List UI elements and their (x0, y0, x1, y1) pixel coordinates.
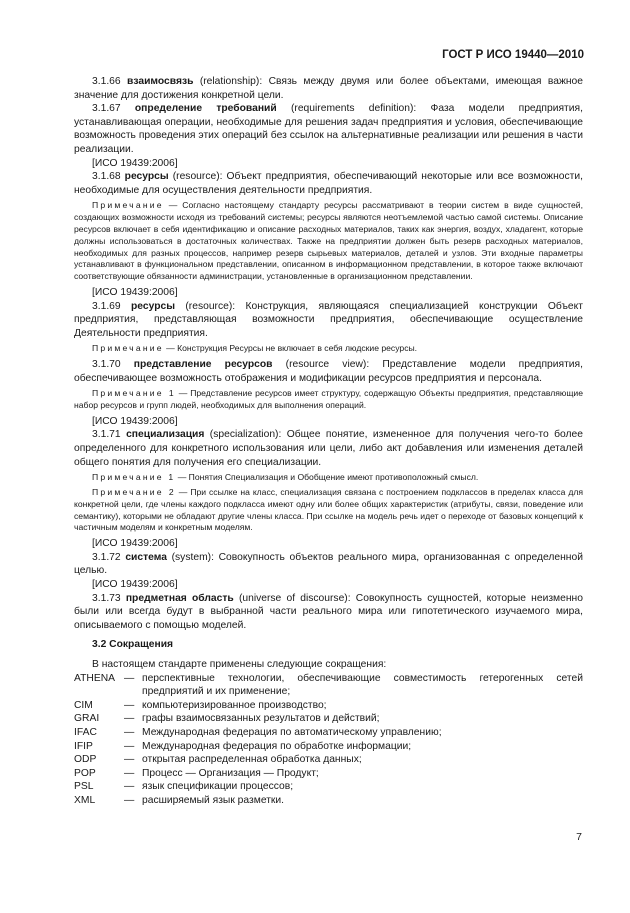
abbreviation-dash: — (124, 794, 135, 806)
entry-definition: Фаза модели предприятия, устанавливающая операции, необходимые для решения задач предприятия и условия, обеспечивающие возможность проведения этих операций без ссылок на альтернативные реализации или решения в части реализации. (74, 103, 583, 155)
abbreviation-dash: — (124, 726, 135, 738)
entry-3-1-68 (74, 170, 583, 197)
section-title: 3.2 Сокращения (92, 639, 174, 651)
entry-number: 3.1.73 (92, 592, 121, 604)
abbreviation-item (74, 699, 583, 713)
note-3-1-68 (74, 200, 583, 283)
abbreviation-code: ODP (74, 754, 97, 766)
entry-3-1-69 (74, 300, 583, 341)
entry-3-1-67 (74, 102, 583, 156)
note-text: — Понятия Специализация и Обобщение имеют противоположный смысл. (177, 472, 479, 483)
reference: [ИСО 19439:2006] (92, 579, 178, 591)
note-label: Примечание 1 (92, 388, 176, 399)
entry-3-1-70 (74, 358, 583, 385)
entry-number: 3.1.69 (92, 300, 121, 312)
entry-3-1-73 (74, 592, 583, 633)
entry-english: (system): (171, 551, 214, 563)
abbreviation-code: XML (74, 794, 96, 806)
abbreviations-intro: В настоящем стандарте применены следующие сокращения: (92, 658, 387, 670)
entry-english: (universe of discourse): (238, 592, 351, 604)
entry-number: 3.1.68 (92, 171, 121, 183)
entry-term: ресурсы (131, 300, 176, 312)
abbreviation-definition: Международная федерация по автоматическому управлению; (142, 726, 442, 738)
abbreviation-item (74, 767, 583, 781)
abbreviation-item (74, 740, 583, 754)
note-text: — Конструкция Ресурсы не включает в себя людские ресурсы. (166, 343, 418, 354)
abbreviation-definition: язык спецификации процессов; (142, 781, 294, 793)
entry-number: 3.1.70 (92, 359, 121, 371)
note-label: Примечание (92, 343, 164, 354)
abbreviation-definition: перспективные технологии, обеспечивающие совместимость гетерогенных сетей предприятий и их применение; (142, 672, 583, 698)
entry-english: (requirements definition): (290, 103, 417, 115)
abbreviation-item (74, 672, 583, 699)
abbreviation-code: IFIP (74, 740, 93, 752)
note-label: Примечание (92, 200, 164, 211)
abbreviation-dash: — (124, 699, 135, 711)
entry-definition: Совокупность объектов реального мира, организованная с определенной целью. (74, 551, 583, 577)
entry-3-1-66 (74, 75, 583, 102)
abbreviation-dash: — (124, 672, 135, 684)
abbreviation-dash: — (124, 740, 135, 752)
abbreviation-item (74, 726, 583, 740)
reference: [ИСО 19439:2006] (92, 157, 178, 169)
note-text: — Согласно настоящему стандарту ресурсы рассматривают в теории систем в виде сущностей, создающих возможности исходя из требований системы; ресурсы являются неотъемлемой частью самой системы. Описание ресурсов включает в себя идентификацию и описание расходных материалов, таких как энергия, воздух, хладагент, которые должны использоваться в достаточных количествах. Также на предприятии должен быть резерв расходных материалов, необходимых для разных процессов, например резерв сырьевых материалов, деталей и узлов. Эти входные параметры устанавливают в функциональном представлении, описанном в информационном представлении, в которое также включают соответствующие обязанности администрации, установленные в организационном представлении. (74, 200, 583, 282)
abbreviation-code: ATHENA (74, 672, 116, 684)
abbreviation-dash: — (124, 767, 135, 779)
abbreviation-definition: открытая распределенная обработка данных; (142, 754, 362, 766)
note-3-1-69 (74, 343, 583, 355)
reference: [ИСО 19439:2006] (92, 538, 178, 550)
abbreviation-definition: Международная федерация по обработке информации; (142, 740, 412, 752)
note-text: — При ссылке на класс, специализация связана с построением подклассов в пределах класса для конкретной цели, где члены каждого подкласса имеют одну или более общих характеристик (атрибуты, связи, поведение или семантику), которыми не обладают другие члены класса. При ссылке на модель речь идет о переходе от базовых концепций к частичным моделям и конкретным моделям. (74, 487, 583, 533)
note-label: Примечание 1 (92, 472, 176, 483)
entry-definition: Общее понятие, измененное для получения чего-то более определенного для конкретного использования или цели, либо акт добавления или изменения деталей общего понятия для получения его специализации. (74, 429, 583, 468)
entry-english: (resource): (185, 300, 236, 312)
entry-3-1-71 (74, 428, 583, 469)
abbreviations-list (74, 672, 583, 808)
entry-term: система (125, 551, 167, 563)
abbreviation-item (74, 794, 583, 808)
entry-number: 3.1.72 (92, 551, 121, 563)
abbreviation-code: IFAC (74, 726, 97, 738)
document-header: ГОСТ Р ИСО 19440—2010 (442, 49, 584, 61)
entry-term: определение требований (134, 103, 277, 115)
entry-definition: Конструкция, являющаяся специализацией конструкции Объект предприятия, представляющая возможности предприятия, обеспечивающие осуществление Деятельности предприятия. (74, 300, 583, 339)
abbreviation-definition: компьютеризированное производство; (142, 699, 327, 711)
abbreviation-definition: графы взаимосвязанных результатов и действий; (142, 713, 380, 725)
abbreviation-definition: Процесс — Организация — Продукт; (142, 767, 319, 779)
entry-definition: Представление модели предприятия, обеспечивающее возможность отображения и модификации ресурсов предприятия и персонала. (74, 359, 583, 384)
entry-english: (resource view): (285, 359, 370, 371)
entry-3-1-72 (74, 551, 583, 578)
reference: [ИСО 19439:2006] (92, 415, 178, 427)
entry-term: представление ресурсов (133, 359, 273, 371)
entry-definition: Связь между двумя или более объектами, имеющая важное значение для достижения конкретной цели. (74, 76, 583, 101)
abbreviation-dash: — (124, 713, 135, 725)
note-3-1-70 (74, 388, 583, 412)
entry-definition: Объект предприятия, обеспечивающий некоторые или все возможности, необходимые для осуществления деятельности предприятия. (74, 171, 583, 196)
entry-number: 3.1.71 (92, 429, 121, 441)
entry-definition: Совокупность сущностей, которые неизменно были или всегда будут в выбранной части реального мира или гипотетического изучаемого мира, описываемого с помощью моделей. (74, 592, 583, 631)
entry-number: 3.1.66 (92, 76, 121, 87)
entry-english: (specialization): (209, 429, 282, 441)
abbreviation-code: POP (74, 767, 96, 779)
entry-term: ресурсы (124, 171, 169, 183)
entry-term: взаимосвязь (127, 76, 194, 87)
abbreviation-code: CIM (74, 699, 93, 711)
reference: [ИСО 19439:2006] (92, 286, 178, 298)
note-text: — Представление ресурсов имеет структуру, содержащую Объекты предприятия, представляющие набор ресурсов и групп людей, необходимых для выполнения операций. (74, 388, 584, 411)
note-3-1-71-2 (74, 487, 583, 534)
entry-term: предметная область (125, 592, 234, 604)
abbreviation-item (74, 780, 583, 794)
abbreviation-dash: — (124, 781, 135, 793)
entry-english: (resource): (172, 171, 223, 183)
abbreviation-code: PSL (74, 781, 94, 793)
abbreviation-dash: — (124, 754, 135, 766)
abbreviation-code: GRAI (74, 713, 100, 725)
abbreviation-item (74, 753, 583, 767)
page-number: 7 (576, 831, 582, 843)
entry-term: специализация (126, 429, 205, 441)
entry-english: (relationship): (199, 76, 263, 87)
abbreviation-definition: расширяемый язык разметки. (142, 794, 285, 806)
abbreviation-item (74, 712, 583, 726)
document-body (74, 75, 583, 808)
entry-number: 3.1.67 (92, 103, 121, 115)
note-3-1-71-1 (74, 472, 583, 484)
note-label: Примечание 2 (92, 487, 176, 498)
